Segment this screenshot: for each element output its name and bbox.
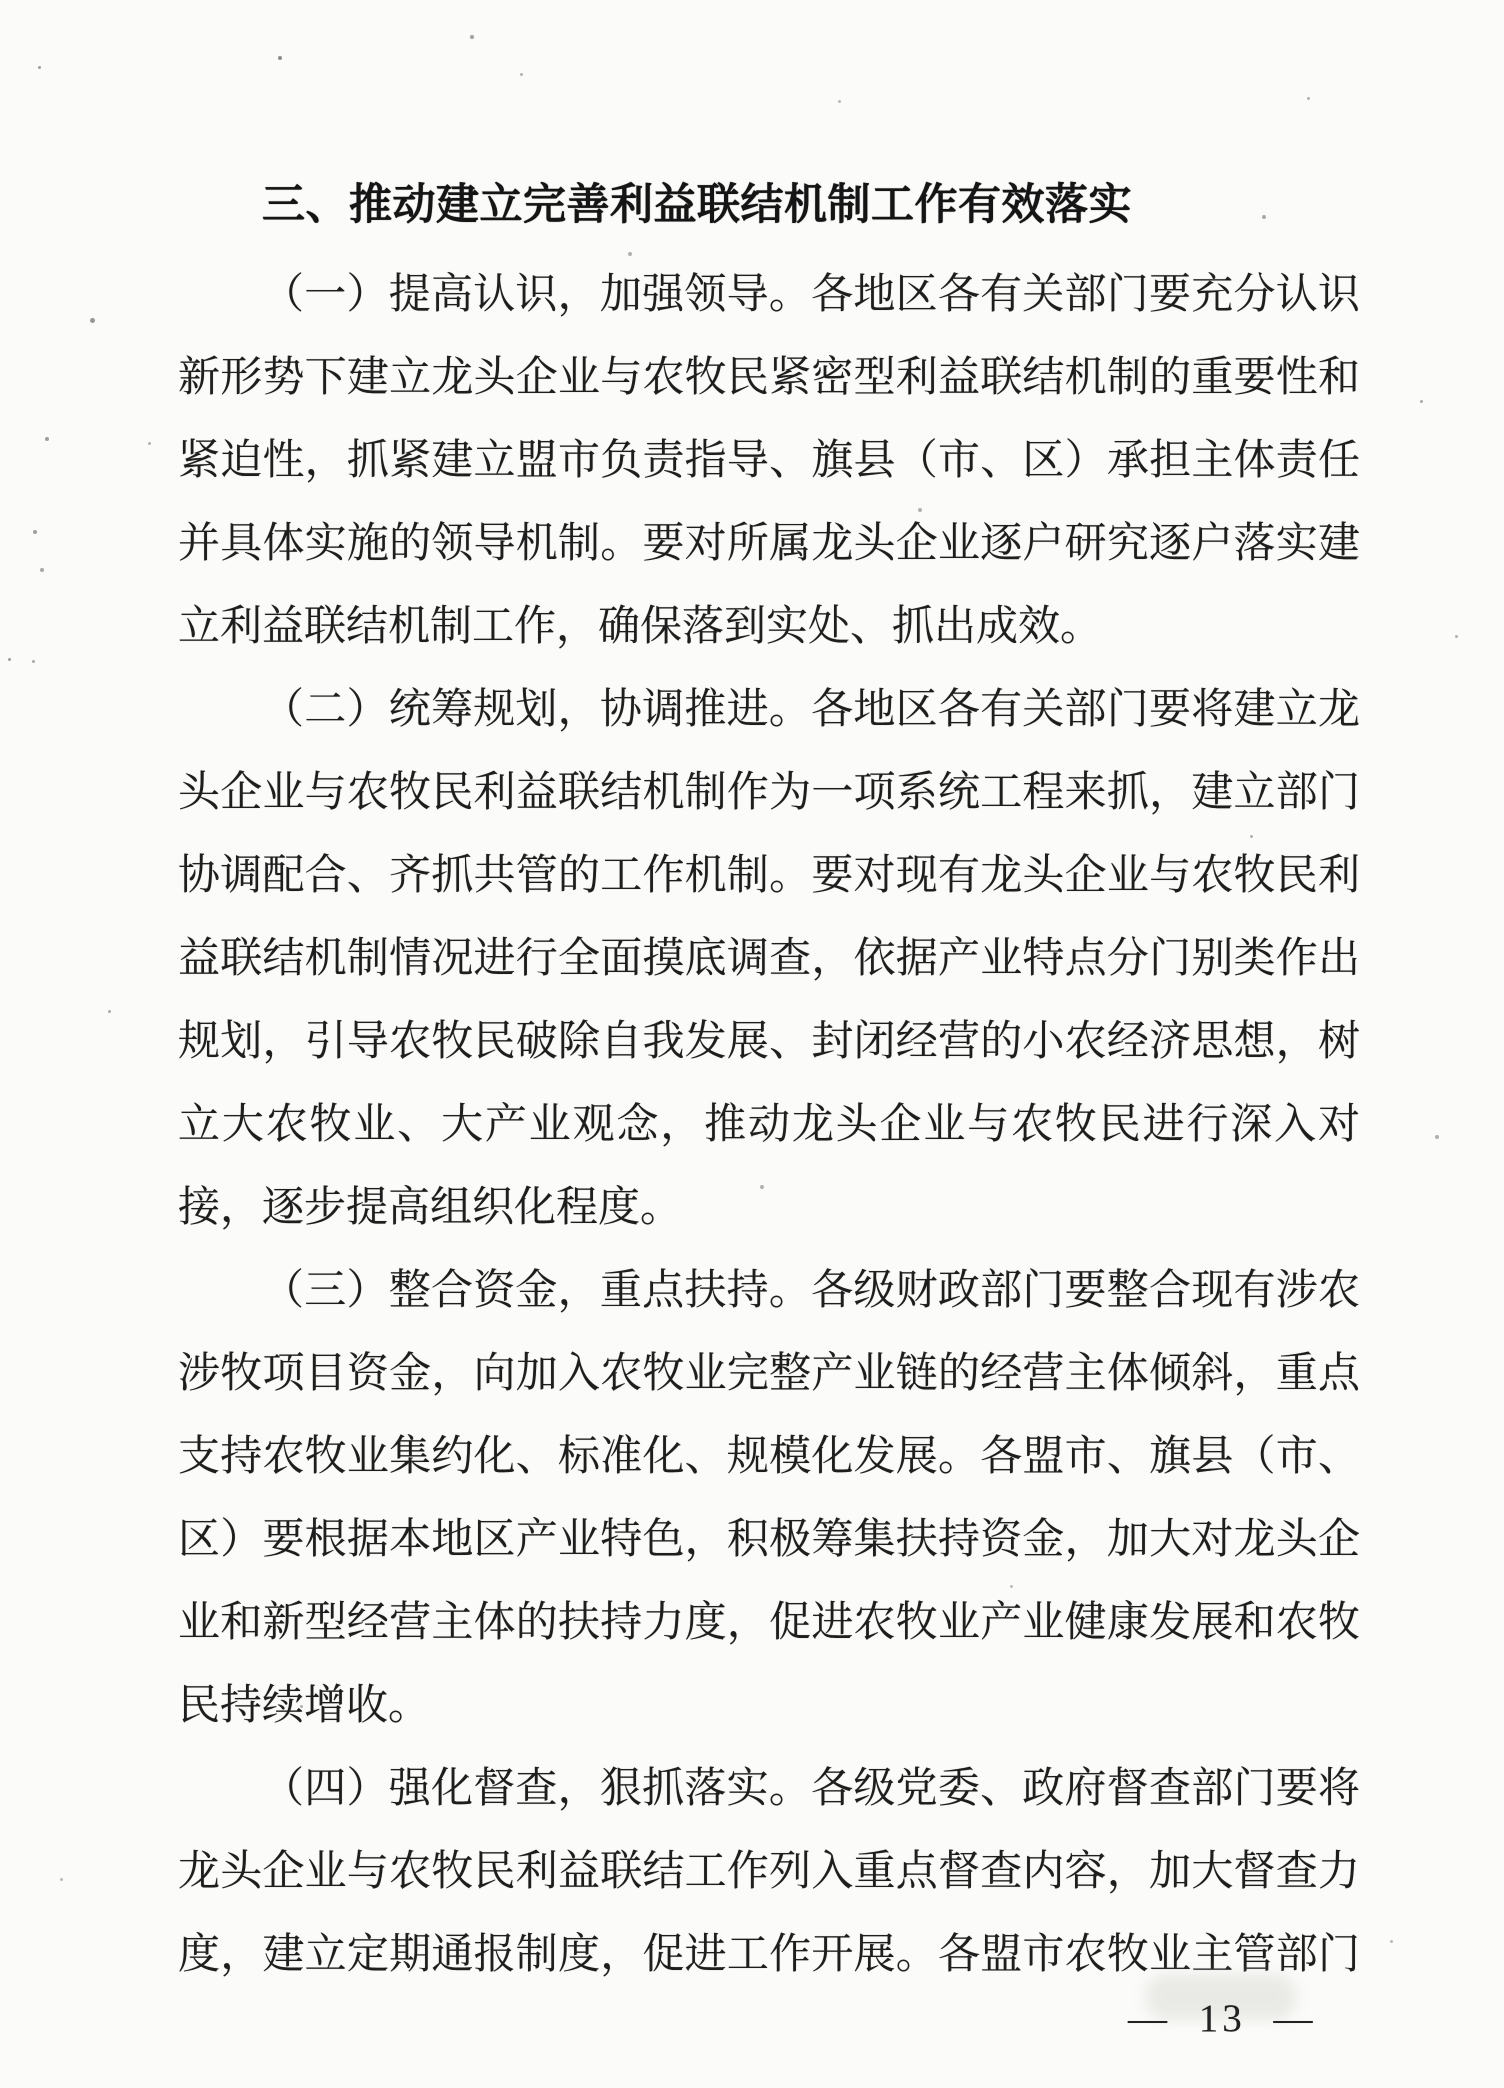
text-line: 益联结机制情况进行全面摸底调查，依据产业特点分门别类作出 [178,936,1360,982]
text-line: 接，逐步提高组织化程度。 [178,1185,683,1231]
paragraph-1 [178,254,1360,669]
scan-speckle [108,1010,111,1013]
text-line: 区）要根据本地区产业特色，积极筹集扶持资金，加大对龙头企 [178,1517,1360,1563]
scan-speckle [1455,635,1458,638]
text-line: （三）整合资金，重点扶持。各级财政部门要整合现有涉农 [262,1268,1360,1314]
scan-speckle [1390,1940,1393,1943]
scan-speckle [1010,1585,1013,1588]
scan-speckle [520,73,523,76]
paragraph-4 [178,1748,1360,1997]
scan-speckle [760,1185,764,1189]
scan-speckle [628,252,632,256]
scan-speckle [40,568,44,572]
scan-speckle [1420,400,1423,403]
scan-speckle [1435,1135,1439,1139]
text-line: （二）统筹规划，协调推进。各地区各有关部门要将建立龙 [262,687,1360,733]
document-body [178,254,1360,1997]
scan-speckle [1250,835,1253,838]
text-line: 支持农牧业集约化、标准化、规模化发展。各盟市、旗县（市、 [178,1434,1360,1480]
text-line: 头企业与农牧民利益联结机制作为一项系统工程来抓，建立部门 [178,770,1360,816]
scan-speckle [90,318,95,323]
text-line: 紧迫性，抓紧建立盟市负责指导、旗县（市、区）承担主体责任 [178,438,1360,484]
text-line: 业和新型经营主体的扶持力度，促进农牧业产业健康发展和农牧 [178,1600,1360,1646]
scan-speckle [60,1878,63,1881]
text-line: 协调配合、齐抓共管的工作机制。要对现有龙头企业与农牧民利 [178,853,1360,899]
scan-speckle [300,1705,303,1708]
paragraph-3 [178,1250,1360,1748]
text-line: 民持续增收。 [178,1683,431,1729]
scan-speckle [8,658,11,661]
text-line: （四）强化督查，狠抓落实。各级党委、政府督查部门要将 [262,1766,1360,1812]
scan-speckle [838,100,841,103]
paragraph-2 [178,669,1360,1250]
scan-speckle [148,442,151,445]
scan-speckle [278,56,282,60]
text-line: 规划，引导农牧民破除自我发展、封闭经营的小农经济思想，树 [178,1019,1360,1065]
text-line: 新形势下建立龙头企业与农牧民紧密型利益联结机制的重要性和 [178,355,1360,401]
text-line: 立利益联结机制工作，确保落到实处、抓出成效。 [178,604,1103,650]
text-line: （一）提高认识，加强领导。各地区各有关部门要充分认识 [262,272,1360,318]
scan-speckle [45,437,49,441]
text-line: 度，建立定期通报制度，促进工作开展。各盟市农牧业主管部门 [178,1932,1360,1978]
text-line: 涉牧项目资金，向加入农牧业完整产业链的经营主体倾斜，重点 [178,1351,1360,1397]
section-heading: 三、推动建立完善利益联结机制工作有效落实 [262,181,1132,229]
scan-speckle [470,35,474,39]
page-number: — 13 — [1128,1997,1317,2040]
scan-speckle [1307,97,1310,100]
scan-speckle [33,530,37,534]
text-line: 龙头企业与农牧民利益联结工作列入重点督查内容，加大督查力 [178,1849,1360,1895]
scan-speckle [918,508,922,512]
scan-speckle [32,660,35,663]
text-line: 立大农牧业、大产业观念，推动龙头企业与农牧民进行深入对 [178,1102,1360,1148]
scan-speckle [1262,215,1266,219]
scan-speckle [38,66,41,69]
text-line: 并具体实施的领导机制。要对所属龙头企业逐户研究逐户落实建 [178,521,1360,567]
